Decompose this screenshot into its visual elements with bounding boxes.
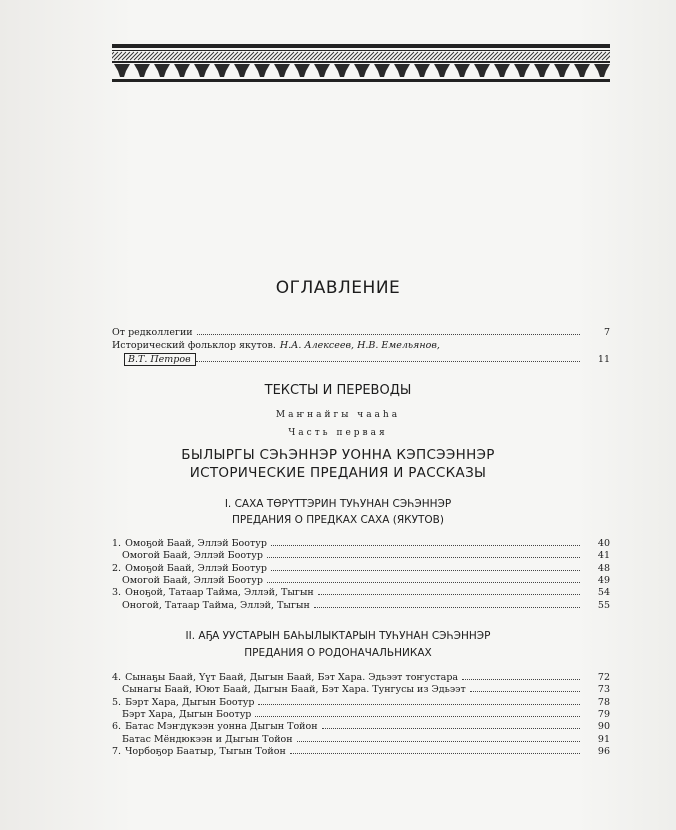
leader-dots: [258, 704, 580, 705]
leader-dots: [197, 334, 580, 335]
toc-entry[interactable]: [122, 600, 610, 611]
section1-heading-ru: ПРЕДАНИЯ О ПРЕДКАХ САХА (ЯКУТОВ): [232, 514, 444, 526]
toc-entry[interactable]: [112, 672, 610, 683]
toc-entry-title: Бэрт Хара, Дыгын Боотур: [122, 708, 252, 720]
toc-entry-authors-boxed: В.Т. Петров: [124, 353, 196, 366]
toc-entry-editorial[interactable]: [112, 327, 610, 338]
toc-entry-page: 55: [597, 599, 610, 611]
toc-entry-number: 1.: [112, 538, 122, 549]
toc-entry-title: Оноҕой, Татаар Тайма, Эллэй, Тыгын: [125, 587, 314, 599]
main-title-yakut: БЫЛЫРГЫ СЭҺЭННЭР УОННА КЭПСЭЭННЭР: [181, 447, 495, 463]
toc-entry-page: 90: [597, 721, 610, 733]
toc-entry-page: 40: [597, 538, 610, 549]
leader-dots: [314, 607, 580, 608]
main-title-ru: ИСТОРИЧЕСКИЕ ПРЕДАНИЯ И РАССКАЗЫ: [189, 465, 487, 481]
toc-entry-number: 3.: [112, 587, 122, 599]
toc-entry-page: 48: [597, 562, 610, 574]
leader-dots: [462, 679, 580, 680]
toc-title: ОГЛАВЛЕНИЕ: [275, 278, 401, 298]
toc-entry-title: Сынагы Баай, Юют Баай, Дыгын Баай, Бэт Хара. Тунгусы из Эдьээт: [122, 684, 466, 696]
toc-entry-page: 41: [597, 550, 610, 562]
toc-entry[interactable]: [122, 684, 610, 695]
toc-entry-title: Сынаҕы Баай, Үүт Баай, Дыгын Баай, Бэт Хара. Эдьээт тоҥустара: [125, 672, 459, 683]
toc-entry-title: Омогой Баай, Эллэй Боотур: [122, 550, 263, 562]
toc-entry[interactable]: [112, 538, 610, 549]
toc-entry-title: Оногой, Татаар Тайма, Эллэй, Тыгын: [122, 599, 310, 611]
toc-entry[interactable]: [122, 575, 610, 586]
toc-entry-page: 79: [597, 708, 610, 720]
toc-entry-title: Исторический фольклор якутов.: [112, 340, 276, 351]
leader-dots: [470, 691, 580, 692]
toc-entry-page: 11: [597, 354, 610, 365]
toc-entry-title: Омоҕой Баай, Эллэй Боотур: [125, 538, 267, 549]
toc-entry-number: 6.: [112, 721, 122, 733]
toc-entry-page: 96: [597, 745, 610, 757]
toc-entry-title: От редколлегии: [112, 327, 193, 338]
texts-heading: ТЕКСТЫ И ПЕРЕВОДЫ: [264, 383, 412, 398]
toc-entry[interactable]: [112, 697, 610, 708]
ornament-hatch: [112, 52, 610, 60]
leader-dots: [322, 728, 580, 729]
toc-entry-title: Чорбоҕор Баатыр, Тыгын Тойон: [125, 745, 286, 757]
section2-heading-yakut: II. АҔА УУСТАРЫН БАҺЫЛЫКТАРЫН ТУҺУНАН СЭҺЭННЭР: [185, 630, 491, 642]
ornament-teeth: [114, 64, 610, 77]
toc-entry-page: 73: [597, 684, 610, 696]
toc-entry-page: 78: [597, 696, 610, 708]
toc-entry-number: 5.: [112, 696, 122, 708]
decorative-border-ornament: [112, 44, 610, 82]
leader-dots: [318, 594, 580, 595]
toc-entry-page: 49: [597, 574, 610, 586]
toc-entry-number: 4.: [112, 672, 122, 683]
section2-heading-ru: ПРЕДАНИЯ О РОДОНАЧАЛЬНИКАХ: [244, 647, 432, 659]
leader-dots: [267, 557, 580, 558]
toc-entry-title: Батас Мёндюкээн и Дыгын Тойон: [122, 733, 293, 745]
leader-dots: [290, 753, 580, 754]
toc-entry[interactable]: [122, 734, 610, 745]
toc-entry-number: 7.: [112, 745, 122, 757]
toc-entry[interactable]: [112, 721, 610, 732]
toc-entry-folklore-line2[interactable]: [124, 353, 610, 366]
toc-entry-page: 54: [597, 587, 610, 599]
toc-entry[interactable]: [112, 746, 610, 757]
leader-dots: [271, 570, 580, 571]
toc-entry-title: Батас Мэҥдүкээн уонна Дыгын Тойон: [125, 721, 318, 733]
toc-entry-authors: Н.А. Алексеев, Н.В. Емельянов,: [279, 340, 440, 351]
toc-entry-number: 2.: [112, 562, 122, 574]
toc-entry-title: Омоҕой Баай, Эллэй Боотур: [125, 562, 267, 574]
part-label-yakut: Маҥнайгы чааһа: [275, 410, 401, 420]
section1-heading-yakut: I. САХА ТӨРҮТТЭРИН ТУҺУНАН СЭҺЭННЭР: [224, 498, 452, 510]
part-label-ru: Часть первая: [288, 428, 388, 438]
toc-entry-folklore-line1[interactable]: [112, 340, 610, 351]
toc-entry-page: 91: [597, 733, 610, 745]
toc-entry-title: Омогой Баай, Эллэй Боотур: [122, 574, 263, 586]
leader-dots: [267, 582, 580, 583]
toc-entry-page: 72: [597, 672, 610, 683]
leader-dots: [255, 716, 580, 717]
leader-dots: [196, 361, 580, 362]
leader-dots: [297, 741, 580, 742]
toc-entry-title: Бэрт Хара, Дыгын Боотур: [125, 696, 255, 708]
toc-entry[interactable]: [112, 587, 610, 598]
toc-entry[interactable]: [122, 709, 610, 720]
toc-entry-page: 7: [603, 327, 610, 338]
toc-entry[interactable]: [122, 550, 610, 561]
leader-dots: [271, 545, 580, 546]
toc-entry[interactable]: [112, 563, 610, 574]
